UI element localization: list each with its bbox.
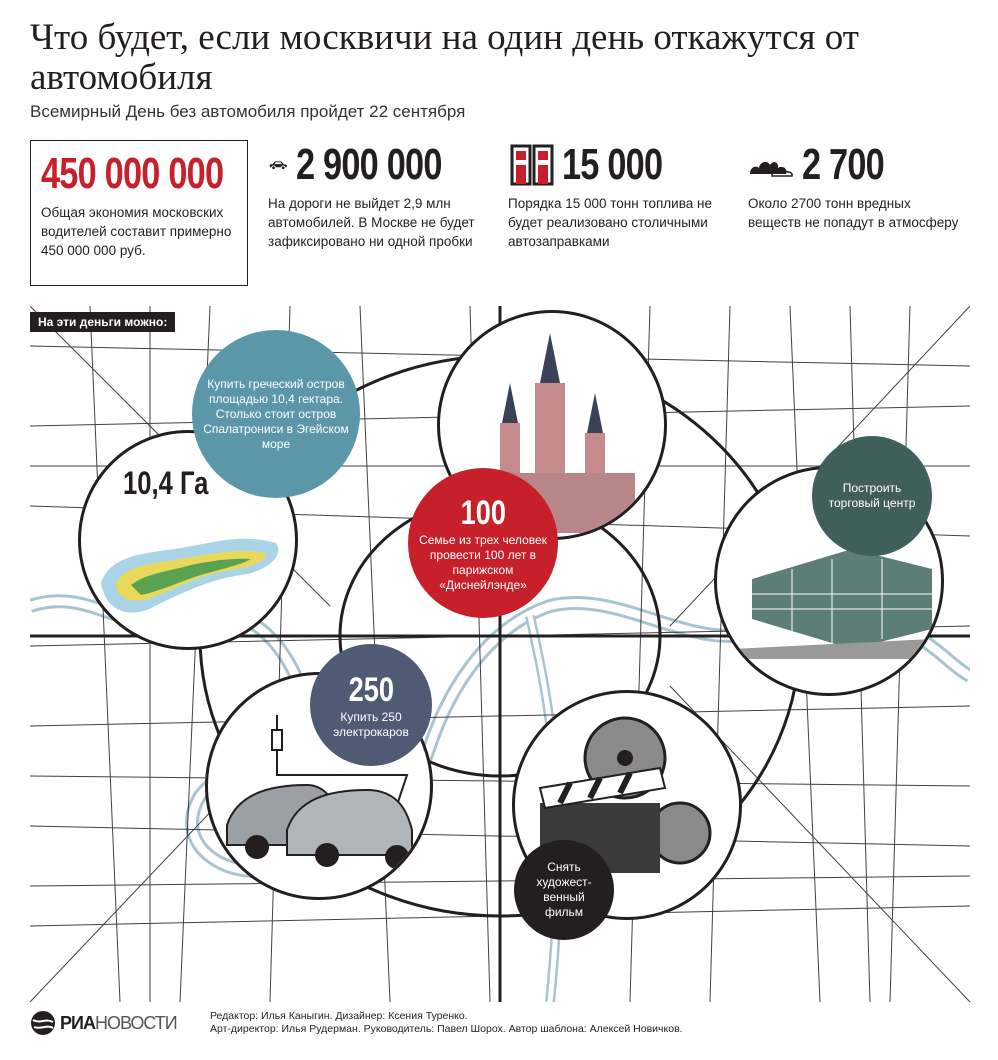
mall-picture	[732, 539, 932, 659]
cars-number: 250	[348, 671, 394, 709]
stat-savings-desc: Общая экономия московских водителей составит примерно 450 000 000 руб.	[41, 205, 232, 258]
disney-text: Семье из трех человек провести 100 лет в парижском «Диснейлэнде»	[419, 533, 547, 592]
page-subtitle: Всемирный День без автомобиля пройдет 22 сентября	[30, 102, 466, 121]
credits	[210, 1010, 683, 1036]
island-area: 10,4 Га	[123, 465, 209, 501]
stat-cars-value: 2 900 000	[296, 140, 442, 189]
film-bubble	[514, 840, 614, 940]
stat-fuel	[508, 140, 713, 251]
cars-text: Купить 250 электрокаров	[333, 710, 409, 739]
stat-fuel-value: 15 000	[562, 140, 663, 189]
film-text: Снять художест-венный фильм	[536, 860, 592, 919]
stat-emissions-desc: Около 2700 тонн вредных веществ не попадут в атмосферу	[748, 196, 959, 230]
mall-text: Построить торговый центр	[828, 481, 916, 510]
ria-logo	[30, 1010, 177, 1036]
stat-emissions-value: 2 700	[802, 140, 884, 189]
smog-icon	[748, 152, 794, 178]
cars-bubble	[310, 644, 432, 766]
car-icon	[268, 152, 288, 178]
credits-line-1: Редактор: Илья Каныгин. Дизайнер: Ксения Туренко.	[210, 1010, 468, 1022]
island-picture	[91, 513, 291, 633]
logo-novosti: НОВОСТИ	[94, 1012, 177, 1033]
island-bubble	[192, 330, 360, 498]
stat-cars-desc: На дороги не выйдет 2,9 млн автомобилей. В Москве не будет зафиксировано ни одной пробки	[268, 196, 475, 249]
credits-line-2: Арт-директор: Илья Рудерман. Руководитель: Павел Шорох. Автор шаблона: Алексей Новичков.	[210, 1023, 683, 1035]
fuel-pump-icon	[508, 143, 554, 187]
globe-icon	[30, 1010, 56, 1036]
stat-emissions	[748, 140, 963, 232]
page-title: Что будет, если москвичи на один день откажутся от автомобиля	[30, 17, 859, 98]
stat-fuel-desc: Порядка 15 000 тонн топлива не будет реализовано столичными автозаправками	[508, 196, 712, 249]
disney-number: 100	[460, 494, 506, 532]
mall-bubble	[812, 436, 932, 556]
disney-bubble	[408, 468, 558, 618]
stat-savings-value: 450 000 000	[41, 149, 224, 198]
map-tag: На эти деньги можно:	[30, 312, 175, 332]
logo-ria: РИА	[60, 1012, 95, 1033]
island-text: Купить греческий остров площадью 10,4 гектара. Столько стоит остров Спалатрониси в Эгейском море	[203, 376, 349, 451]
stat-cars	[268, 140, 483, 251]
stat-savings	[30, 140, 248, 286]
